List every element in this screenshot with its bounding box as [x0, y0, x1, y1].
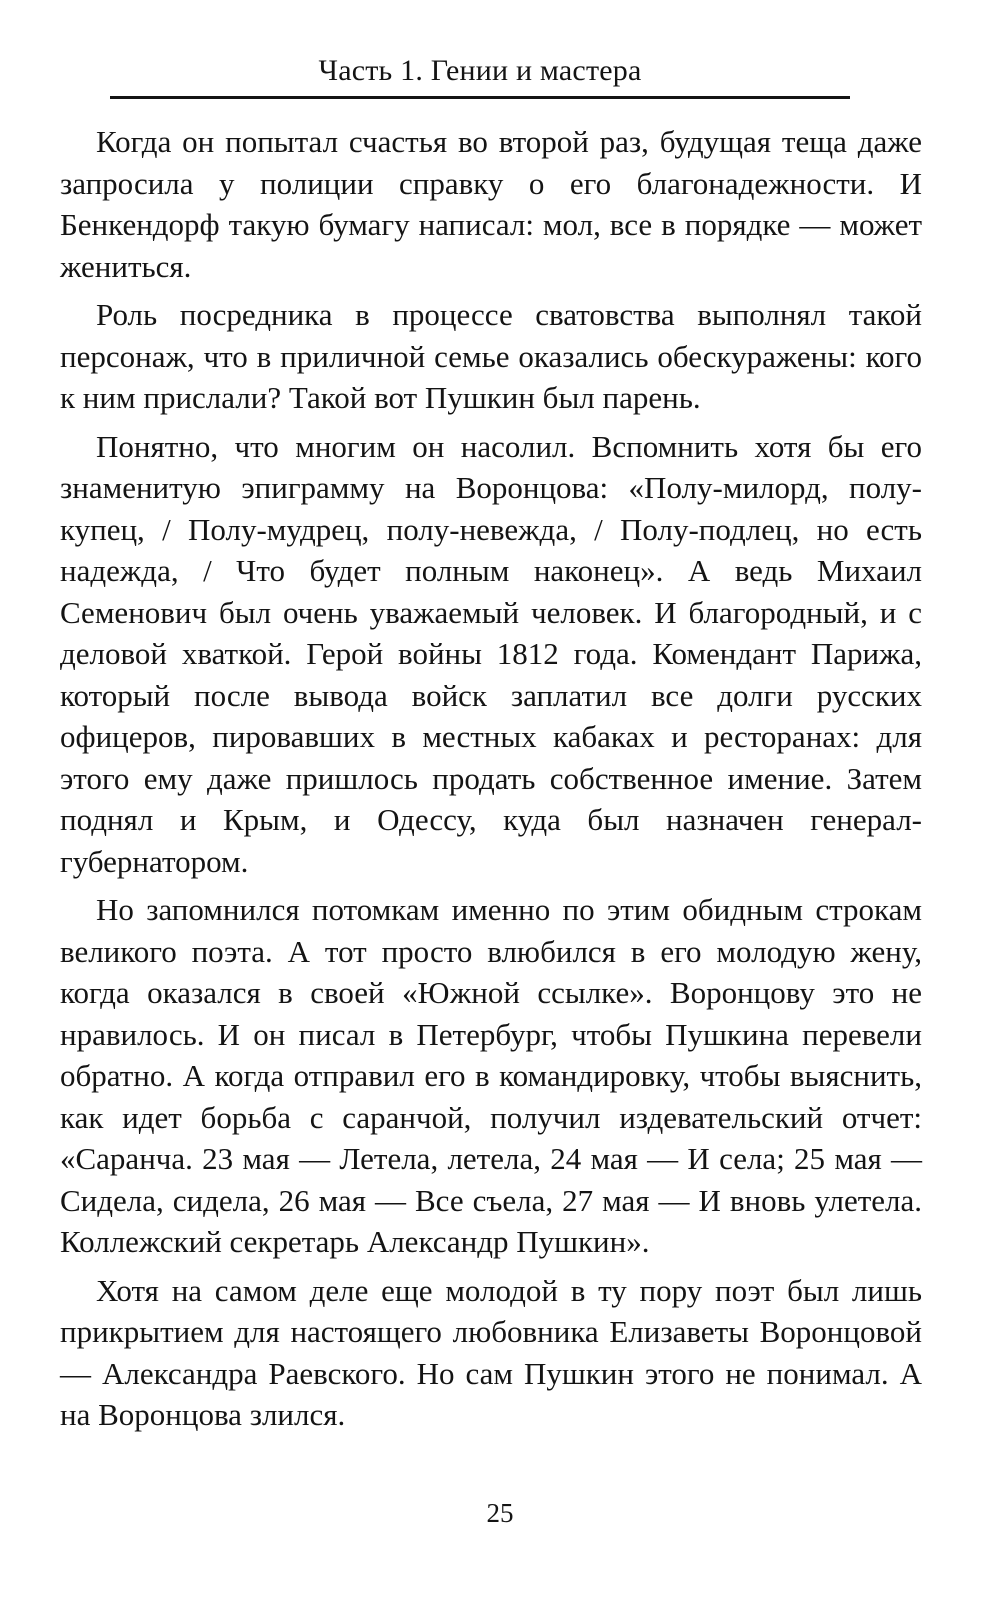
paragraph-4: Но запомнился потомкам именно по этим обидным строкам великого поэта. А тот просто влюбился в его молодую жену, когда оказался в своей «Южной ссылке». Воронцову это не нравилось. И он писал в Петербург, чтобы Пушкина перевели обратно. А когда отправил его в командировку, чтобы выяснить, как идет борьба с саранчой, получил издевательский отчет: «Саранча. 23 мая — Летела, летела, 24 мая — И села; 25 мая — Сидела, сидела, 26 мая — Все съела, 27 мая — И вновь улетела. Коллежский секретарь Александр Пушкин».	[60, 892, 922, 1259]
header-rule	[110, 96, 850, 99]
page-number: 25	[486, 1498, 514, 1528]
paragraph-2: Роль посредника в процессе сватовства выполнял такой персонаж, что в приличной семье оказались обескуражены: кого к ним прислали? Такой вот Пушкин был парень.	[60, 297, 922, 415]
paragraph-3: Понятно, что многим он насолил. Вспомнить хотя бы его знаменитую эпиграмму на Воронцова: «Полу-милорд, полу-купец, / Полу-мудрец, полу-невежда, / Полу-подлец, но есть надежда, / Что будет полным наконец». А ведь Михаил Семенович был очень уважаемый человек. И благородный, и с деловой хваткой. Герой войны 1812 года. Комендант Парижа, который после вывода войск заплатил все долги русских офицеров, пировавших в местных кабаках и ресторанах: для этого ему даже пришлось продать собственное имение. Затем поднял и Крым, и Одессу, куда был назначен генерал-губернатором.	[60, 428, 922, 879]
body-text	[60, 121, 922, 1443]
running-header: Часть 1. Гении и мастера	[318, 54, 642, 87]
paragraph-1: Когда он попытал счастья во второй раз, будущая теща даже запросила у полиции справку о его благонадежности. И Бенкендорф такую бумагу написал: мол, все в порядке — может жениться.	[60, 124, 922, 284]
paragraph-5: Хотя на самом деле еще молодой в ту пору поэт был лишь прикрытием для настоящего любовника Елизаветы Воронцовой — Александра Раевского. Но сам Пушкин этого не понимал. А на Воронцова злился.	[60, 1272, 922, 1432]
